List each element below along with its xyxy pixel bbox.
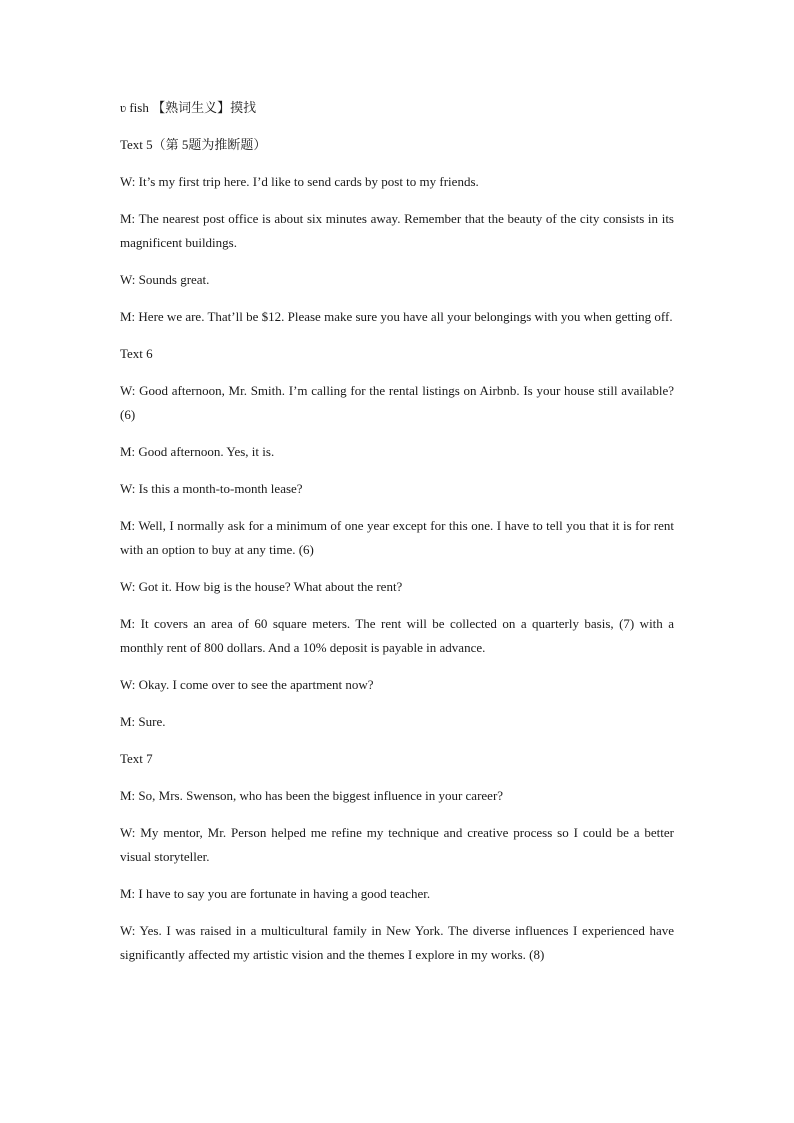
dialogue-line: M: Here we are. That’ll be $12. Please make sure you have all your belongings with you when getting off. [120, 309, 673, 324]
dialogue-line: M: So, Mrs. Swenson, who has been the biggest influence in your career? [120, 788, 504, 803]
dialogue-line: W: It’s my first trip here. I’d like to send cards by post to my friends. [120, 174, 479, 189]
vocab-note: ʋ fish 【熟词生义】摸找 [120, 100, 257, 115]
dialogue-line: M: Sure. [120, 714, 166, 729]
dialogue-line: M: It covers an area of 60 square meters. The rent will be collected on a quarterly basis, (7) with a monthly rent of 800 dollars. And a 10% deposit is payable in advance. [120, 616, 674, 655]
dialogue-line: M: I have to say you are fortunate in having a good teacher. [120, 886, 431, 901]
dialogue-line: W: Yes. I was raised in a multicultural family in New York. The diverse influences I experienced have significantly affected my artistic vision and the themes I explore in my works. (8) [120, 923, 674, 962]
dialogue-line: W: Is this a month-to-month lease? [120, 481, 303, 496]
document-body [120, 96, 674, 980]
dialogue-line: W: Good afternoon, Mr. Smith. I’m calling for the rental listings on Airbnb. Is your house still available? (6) [120, 383, 674, 422]
section-heading-text5: Text 5（第 5题为推断题） [120, 137, 267, 152]
dialogue-line: M: The nearest post office is about six minutes away. Remember that the beauty of the city consists in its magnificent buildings. [120, 211, 674, 250]
section-heading-text6: Text 6 [120, 346, 153, 361]
dialogue-line: W: Got it. How big is the house? What about the rent? [120, 579, 403, 594]
dialogue-line: W: My mentor, Mr. Person helped me refine my technique and creative process so I could be a better visual storyteller. [120, 825, 674, 864]
dialogue-line: W: Sounds great. [120, 272, 210, 287]
dialogue-line: M: Good afternoon. Yes, it is. [120, 444, 275, 459]
section-heading-text7: Text 7 [120, 751, 153, 766]
dialogue-line: W: Okay. I come over to see the apartment now? [120, 677, 374, 692]
dialogue-line: M: Well, I normally ask for a minimum of one year except for this one. I have to tell you that it is for rent with an option to buy at any time. (6) [120, 518, 674, 557]
